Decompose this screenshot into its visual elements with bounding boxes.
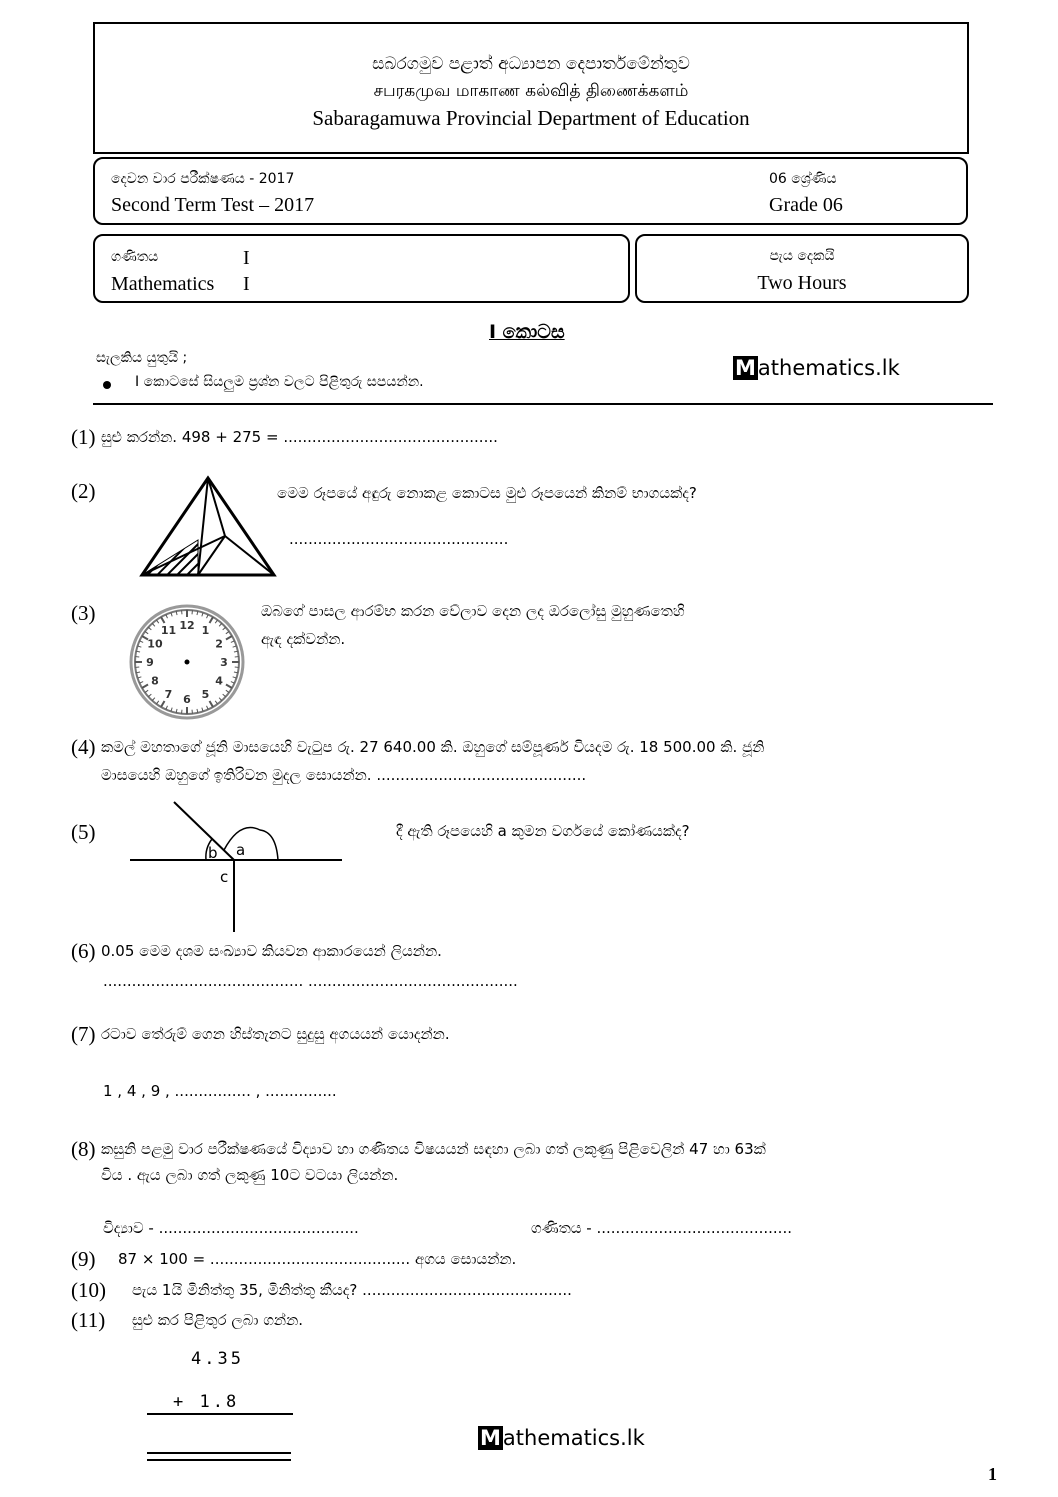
clock-center-dot <box>185 660 190 665</box>
instructions-bullet: I කොටසේ සියලුම ප්‍රශ්න වලට පිළිතුරු සපයන්න. <box>135 374 424 390</box>
q4-number: (4) <box>71 735 96 759</box>
q9-number: (9) <box>71 1247 96 1271</box>
dept-sinhala: සබරගමුව පළාත් අධ්‍යාපන දෙපාර්තමේන්තුව <box>372 54 690 74</box>
q7-number: (7) <box>71 1022 96 1046</box>
clock-number: 12 <box>179 619 195 632</box>
q2-number: (2) <box>71 479 96 503</box>
q10-number: (10) <box>71 1278 106 1302</box>
q4-text-line1: කමල් මහතාගේ ජූනි මාසයෙහි වැටුප රු. 27 640.00 කි. ඔහුගේ සම්පූර්ණ වියදම රු. 18 500.00 කි. ජූනි <box>101 738 765 756</box>
part-title: I කොටස <box>489 321 565 343</box>
q11-bottom-number: + 1.8 <box>173 1392 240 1412</box>
q1-number: (1) <box>71 425 96 449</box>
clock-number: 2 <box>215 637 223 651</box>
clock-number: 5 <box>201 688 210 702</box>
subject-box <box>93 234 630 303</box>
clock-number: 4 <box>215 674 223 688</box>
q2-text: මෙම රූපයේ අඳුරු නොකළ කොටස මුළු රූපයෙන් කිනම් භාගයක්ද? <box>277 484 697 502</box>
q5-text: දී ඇති රූපයෙහි a කුමන වර්ගයේ කෝණයක්ද? <box>396 822 690 840</box>
q5-label-b: b <box>208 844 218 862</box>
duration-sinhala: පැය දෙකයි <box>769 248 835 264</box>
q10-text: පැය 1යි මිනිත්තු 35, මිනිත්තු කීයද? ............................................ <box>132 1281 572 1299</box>
site-logo: Mathematics.lk <box>735 356 900 380</box>
clock-number: 1 <box>201 623 210 637</box>
duration-box <box>635 234 969 303</box>
q1-text: සුළු කරන්න. 498 + 275 = ............................................. <box>101 428 498 446</box>
q6-text: 0.05 මෙම දශම සංඛ්‍යාව කියවන ආකාරයෙන් ලියන්න. <box>101 942 442 960</box>
q3-text-line1: ඔබගේ පාසල ආරම්භ කරන වේලාව දෙන ලද ඔරලෝසු මුහුණතෙහි <box>261 602 685 620</box>
subject-english: Mathematics <box>111 273 215 295</box>
q11-sum-line <box>147 1413 293 1415</box>
subject-sinhala-part: I <box>243 247 250 269</box>
department-header-box <box>93 22 969 154</box>
q7-text: රටාව තේරුම් ගෙන හිස්තැනට සුදුසු අගයයන් යොදන්න. <box>101 1025 450 1043</box>
q7-sequence: 1 , 4 , 9 , ................ , ............... <box>103 1082 337 1100</box>
section-divider <box>93 403 993 405</box>
clock-number: 7 <box>164 688 173 702</box>
q2-triangle-figure <box>138 474 278 579</box>
clock-number: 3 <box>220 656 228 669</box>
q3-text-line2: ඇඳ දක්වන්න. <box>261 630 346 648</box>
subject-sinhala: ගණිතය <box>111 249 159 265</box>
q9-text: 87 × 100 = .......................................... අගය සොයන්න. <box>118 1250 517 1268</box>
bullet-dot <box>103 381 111 389</box>
q8-number: (8) <box>71 1137 96 1161</box>
q5-number: (5) <box>71 820 96 844</box>
subject-english-part: I <box>243 273 250 295</box>
q8-text-line2: විය . ඇය ලබා ගත් ලකුණු 10ට වටයා ලියන්න. <box>101 1166 399 1184</box>
q11-top-number: 4.35 <box>191 1349 244 1369</box>
q5-angle-figure <box>128 796 348 936</box>
clock-number: 10 <box>147 637 163 651</box>
clock-number: 6 <box>183 693 191 706</box>
footer-logo: Mathematics.lk <box>480 1426 645 1450</box>
q2-shaded-part <box>142 540 198 575</box>
instructions-label: සැලකිය යුතුයි ; <box>96 350 188 366</box>
test-name-english: Second Term Test – 2017 <box>111 194 315 216</box>
q11-answer-line-2 <box>147 1459 291 1461</box>
dept-tamil: சபரகமுவ மாகாண கல்வித் திணைக்களம் <box>373 81 689 101</box>
q6-number: (6) <box>71 939 96 963</box>
duration-english: Two Hours <box>757 272 847 294</box>
page-number: 1 <box>988 1464 997 1484</box>
q8-maths-blank: ගණිතය - ......................................... <box>531 1219 792 1237</box>
q2-answer-blank: .............................................. <box>289 530 509 548</box>
grade-english: Grade 06 <box>769 194 843 216</box>
clock-number: 8 <box>151 674 159 688</box>
q5-label-a: a <box>236 841 246 859</box>
test-info-box <box>93 157 968 225</box>
dept-english: Sabaragamuwa Provincial Department of Education <box>312 106 750 130</box>
test-name-sinhala: දෙවන වාර පරීක්ෂණය - 2017 <box>111 171 295 187</box>
grade-sinhala: 06 ශ්‍රේණිය <box>769 171 837 187</box>
q11-number: (11) <box>71 1308 106 1332</box>
q3-clock-face <box>128 603 246 721</box>
q8-text-line1: කසුනි පළමු වාර පරීක්ෂණයේ විද්‍යාව හා ගණිතය විෂයයන් සඳහා ලබා ගත් ලකුණු පිළිවෙලින් 47 හා 63ක් <box>101 1140 766 1158</box>
q11-answer-line-1 <box>147 1452 291 1454</box>
clock-number: 9 <box>146 656 154 669</box>
q8-science-blank: විද්‍යාව - .......................................... <box>103 1219 359 1237</box>
q11-text: සුළු කර පිළිතුර ලබා ගන්න. <box>132 1311 304 1329</box>
q5-label-c: c <box>220 868 229 886</box>
q6-answer-blank: .......................................... ............................................ <box>103 972 518 990</box>
clock-number: 11 <box>160 623 177 637</box>
q3-number: (3) <box>71 601 96 625</box>
q4-text-line2: මාසයෙහි ඔහුගේ ඉතිරිවන මුදල සොයන්න. ............................................ <box>101 766 587 784</box>
